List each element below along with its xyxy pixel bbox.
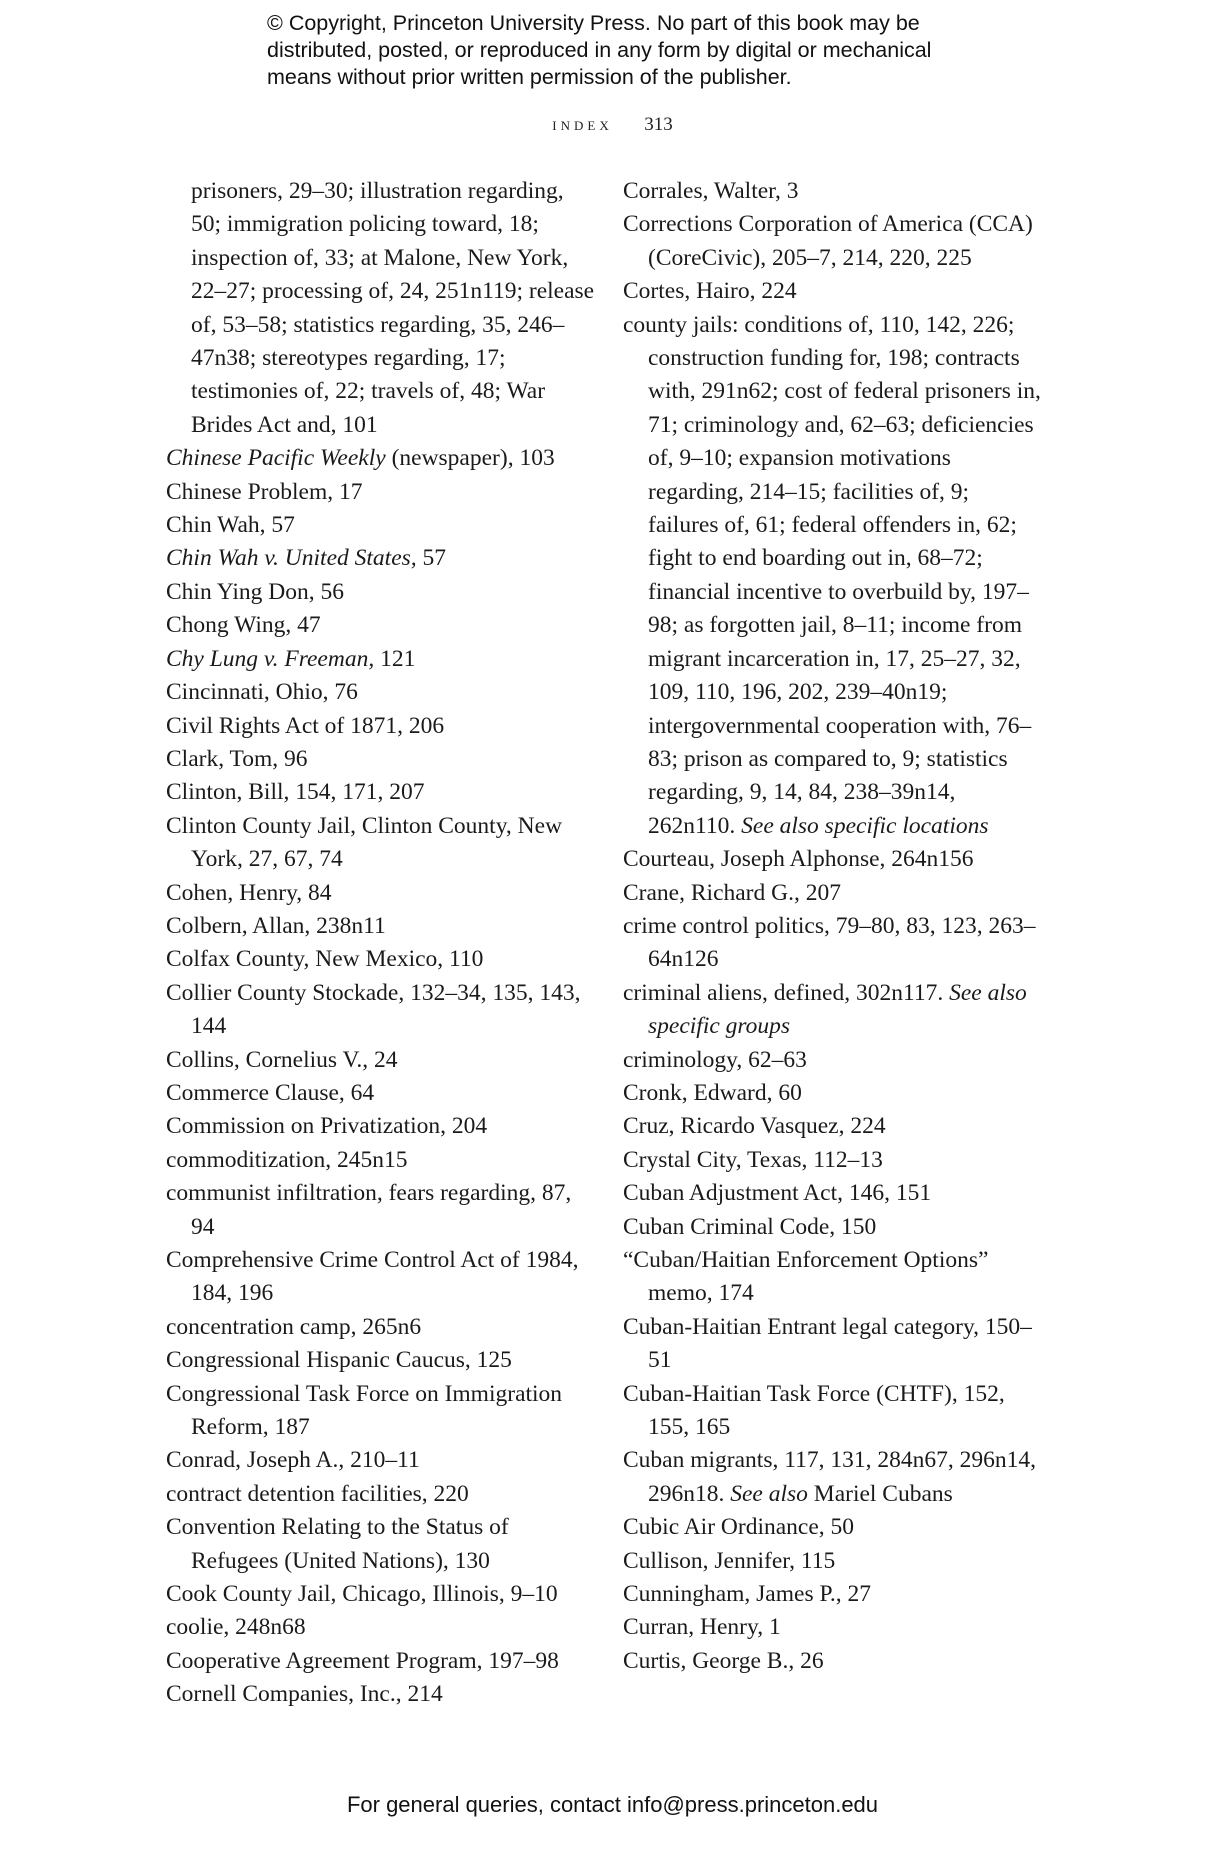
- index-entry: [623, 1611, 1043, 1644]
- copyright-notice: [267, 10, 1027, 91]
- index-entry-see-also: See also: [724, 1480, 808, 1507]
- index-entry: [166, 810, 596, 877]
- index-entry-text: Curtis, George B., 26: [623, 1647, 824, 1674]
- index-entry-see-also: See also specific groups: [648, 979, 1027, 1040]
- index-entry-text: Cronk, Edward, 60: [623, 1079, 802, 1106]
- footer-contact: For general queries, contact info@press.princeton.edu: [346, 1792, 879, 1817]
- index-entry-text: Cruz, Ricardo Vasquez, 224: [623, 1113, 886, 1140]
- index-entry-text: crime control politics, 79–80, 83, 123, 263–64n126: [623, 912, 1036, 973]
- index-entry: [166, 643, 596, 676]
- index-entry: [166, 710, 596, 743]
- index-entry: [623, 275, 1043, 308]
- index-entry-text: Colfax County, New Mexico, 110: [166, 946, 484, 973]
- index-entry-text: Congressional Hispanic Caucus, 125: [166, 1347, 512, 1374]
- index-entry-text: Commerce Clause, 64: [166, 1079, 375, 1106]
- index-entry: [166, 1144, 596, 1177]
- index-entry-text: “Cuban/Haitian Enforcement Options” memo, 174: [623, 1247, 989, 1307]
- index-entry-italic: Chin Wah v. United States,: [166, 545, 417, 572]
- index-entry-text: Cohen, Henry, 84: [166, 879, 332, 906]
- index-entry-text: Clark, Tom, 96: [166, 745, 308, 772]
- index-entry: [166, 442, 596, 475]
- index-entry: [623, 1211, 1043, 1244]
- index-entry: [166, 943, 596, 976]
- index-entry-text: contract detention facilities, 220: [166, 1480, 469, 1507]
- copyright-line: © Copyright, Princeton University Press. No part of this book may be: [267, 11, 920, 35]
- index-entry-text: Cuban migrants, 117, 131, 284n67, 296n14, 296n18.: [623, 1447, 1036, 1507]
- index-entry-text: Chin Wah, 57: [166, 512, 295, 539]
- index-entry-text: county jails: conditions of, 110, 142, 226; construction funding for, 198; contracts with, 291n62; cost of federal prisoners in, 71; criminology and, 62–63; deficiencies of, 9–10; expansion motivations regarding, 214–15; facilities of, 9; failures of, 61; federal offenders in, 62; fight to end boarding out in, 68–72; financial incentive to overbuild by, 197–98; as forgotten jail, 8–11; income from migrant incarceration in, 17, 25–27, 32, 109, 110, 196, 202, 239–40n19; intergovernmental cooperation with, 76–83; prison as compared to, 9; statistics regarding, 9, 14, 84, 238–39n14, 262n110.: [623, 311, 1041, 839]
- index-entry-text: Chinese Problem, 17: [166, 478, 363, 505]
- index-entry: [623, 1511, 1043, 1544]
- index-entry-text: Cincinnati, Ohio, 76: [166, 679, 358, 706]
- index-entry-text: Curran, Henry, 1: [623, 1614, 781, 1641]
- index-entry: [166, 1077, 596, 1110]
- index-entry-text: Corrections Corporation of America (CCA) (CoreCivic), 205–7, 214, 220, 225: [623, 211, 1033, 271]
- index-entry: [166, 609, 596, 642]
- index-entry: [623, 1244, 1043, 1311]
- index-entry: [623, 1044, 1043, 1077]
- copyright-line: distributed, posted, or reproduced in any form by digital or mechanical: [267, 38, 932, 62]
- index-entry: [623, 1177, 1043, 1210]
- index-entry-text: Cubic Air Ordinance, 50: [623, 1514, 855, 1541]
- index-entry: [623, 877, 1043, 910]
- index-entry-italic: Chy Lung v. Freeman,: [166, 645, 375, 672]
- index-entry: [166, 1177, 596, 1244]
- index-entry-text: Crystal City, Texas, 112–13: [623, 1146, 883, 1173]
- index-entry: [623, 977, 1043, 1044]
- index-entry-text: Colbern, Allan, 238n11: [166, 912, 386, 939]
- index-entry: [623, 1578, 1043, 1611]
- index-entry: [166, 743, 596, 776]
- index-entry-text: Civil Rights Act of 1871, 206: [166, 712, 445, 739]
- index-entry: [166, 509, 596, 542]
- index-entry: [623, 1444, 1043, 1511]
- index-entry: [623, 1645, 1043, 1678]
- index-entry-text: coolie, 248n68: [166, 1614, 306, 1641]
- index-entry: [166, 1578, 596, 1611]
- index-entry-text: Commission on Privatization, 204: [166, 1113, 488, 1140]
- index-entry-text: Cortes, Hairo, 224: [623, 278, 797, 305]
- index-entry-text: Courteau, Joseph Alphonse, 264n156: [623, 846, 974, 873]
- index-entry-text: Cuban Adjustment Act, 146, 151: [623, 1180, 932, 1207]
- index-entry: [166, 1611, 596, 1644]
- index-entry-text: criminal aliens, defined, 302n117.: [623, 979, 944, 1006]
- index-entry: [166, 676, 596, 709]
- index-entry: [166, 910, 596, 943]
- index-entry-text: Conrad, Joseph A., 210–11: [166, 1447, 420, 1474]
- index-entry-text: Cornell Companies, Inc., 214: [166, 1681, 443, 1708]
- index-entry-text: Collier County Stockade, 132–34, 135, 143, 144: [166, 979, 581, 1040]
- index-entry-text: 121: [374, 645, 416, 672]
- index-entry-text: criminology, 62–63: [623, 1046, 807, 1073]
- index-entry: [623, 1311, 1043, 1378]
- index-entry-text: Corrales, Walter, 3: [623, 178, 799, 204]
- index-entry-text: Cuban Criminal Code, 150: [623, 1213, 877, 1240]
- running-head-title: index: [552, 114, 613, 134]
- index-entry-text: Cuban-Haitian Entrant legal category, 150–51: [623, 1313, 1032, 1374]
- index-entry-text: prisoners, 29–30; illustration regarding, 50; immigration policing toward, 18; inspection of, 33; at Malone, New York, 22–27; processing of, 24, 251n119; release of, 53–58; statistics regarding, 35, 246–47n38; stereotypes regarding, 17; testimonies of, 22; travels of, 48; War Brides Act and, 101: [191, 178, 595, 438]
- index-entry-italic: Chinese Pacific Weekly: [166, 445, 386, 472]
- index-entry: [166, 1044, 596, 1077]
- index-entry-text: Clinton, Bill, 154, 171, 207: [166, 779, 425, 806]
- copyright-line: means without prior written permission of the publisher.: [267, 65, 792, 89]
- index-entry: [166, 977, 596, 1044]
- index-entry: [166, 576, 596, 609]
- index-entry: [623, 1378, 1043, 1445]
- index-entry-text: Mariel Cubans: [807, 1480, 953, 1507]
- index-entry: [623, 1077, 1043, 1110]
- index-entry: [623, 843, 1043, 876]
- index-entry-text: Collins, Cornelius V., 24: [166, 1046, 398, 1073]
- index-entry-text: Convention Relating to the Status of Refugees (United Nations), 130: [166, 1514, 509, 1574]
- index-entry: [623, 1144, 1043, 1177]
- index-entry: [623, 910, 1043, 977]
- index-entry: [166, 1645, 596, 1678]
- index-entry: [166, 476, 596, 509]
- index-entry-text: Clinton County Jail, Clinton County, New York, 27, 67, 74: [166, 812, 563, 873]
- page-number: 313: [644, 114, 673, 135]
- index-entry: [166, 877, 596, 910]
- index-entry: [166, 1344, 596, 1377]
- index-entry-text: Cuban-Haitian Task Force (CHTF), 152, 155, 165: [623, 1380, 1005, 1441]
- index-entry-text: Chong Wing, 47: [166, 612, 321, 639]
- index-entry: [166, 1478, 596, 1511]
- index-entry: [166, 542, 596, 575]
- index-entry-text: commoditization, 245n15: [166, 1146, 408, 1173]
- index-entry: [166, 1110, 596, 1143]
- index-entry-text: Crane, Richard G., 207: [623, 879, 841, 906]
- index-entry: [166, 1244, 596, 1311]
- index-entry-text: Congressional Task Force on Immigration Reform, 187: [166, 1380, 563, 1441]
- index-entry-text: Cunningham, James P., 27: [623, 1581, 872, 1608]
- index-entry: [166, 1378, 596, 1445]
- index-entry-text: communist infiltration, fears regarding, 87, 94: [166, 1180, 572, 1240]
- index-entry: [623, 1110, 1043, 1143]
- index-entry-text: (newspaper), 103: [385, 445, 555, 472]
- index-column-left: [166, 175, 596, 1712]
- index-entry-text: Comprehensive Crime Control Act of 1984, 184, 196: [166, 1247, 579, 1307]
- index-entry: [166, 1444, 596, 1477]
- index-column-right: [623, 175, 1043, 1678]
- index-entry-text: Cook County Jail, Chicago, Illinois, 9–10: [166, 1581, 558, 1608]
- index-entry: [623, 1545, 1043, 1578]
- index-entry-text: 57: [416, 545, 447, 572]
- index-entry: [623, 309, 1043, 844]
- index-entry-text: concentration camp, 265n6: [166, 1313, 422, 1340]
- index-entry: [166, 1311, 596, 1344]
- running-head: [0, 114, 1225, 136]
- index-entry-text: Chin Ying Don, 56: [166, 578, 345, 605]
- index-entry: [166, 1678, 596, 1711]
- index-entry-text: Cooperative Agreement Program, 197–98: [166, 1647, 559, 1674]
- index-entry: [623, 208, 1043, 275]
- index-entry-text: Cullison, Jennifer, 115: [623, 1547, 836, 1574]
- index-entry: [166, 175, 596, 442]
- index-entry: [166, 776, 596, 809]
- index-entry-see-also: See also specific locations: [735, 812, 989, 839]
- index-entry: [623, 175, 1043, 208]
- index-entry: [166, 1511, 596, 1578]
